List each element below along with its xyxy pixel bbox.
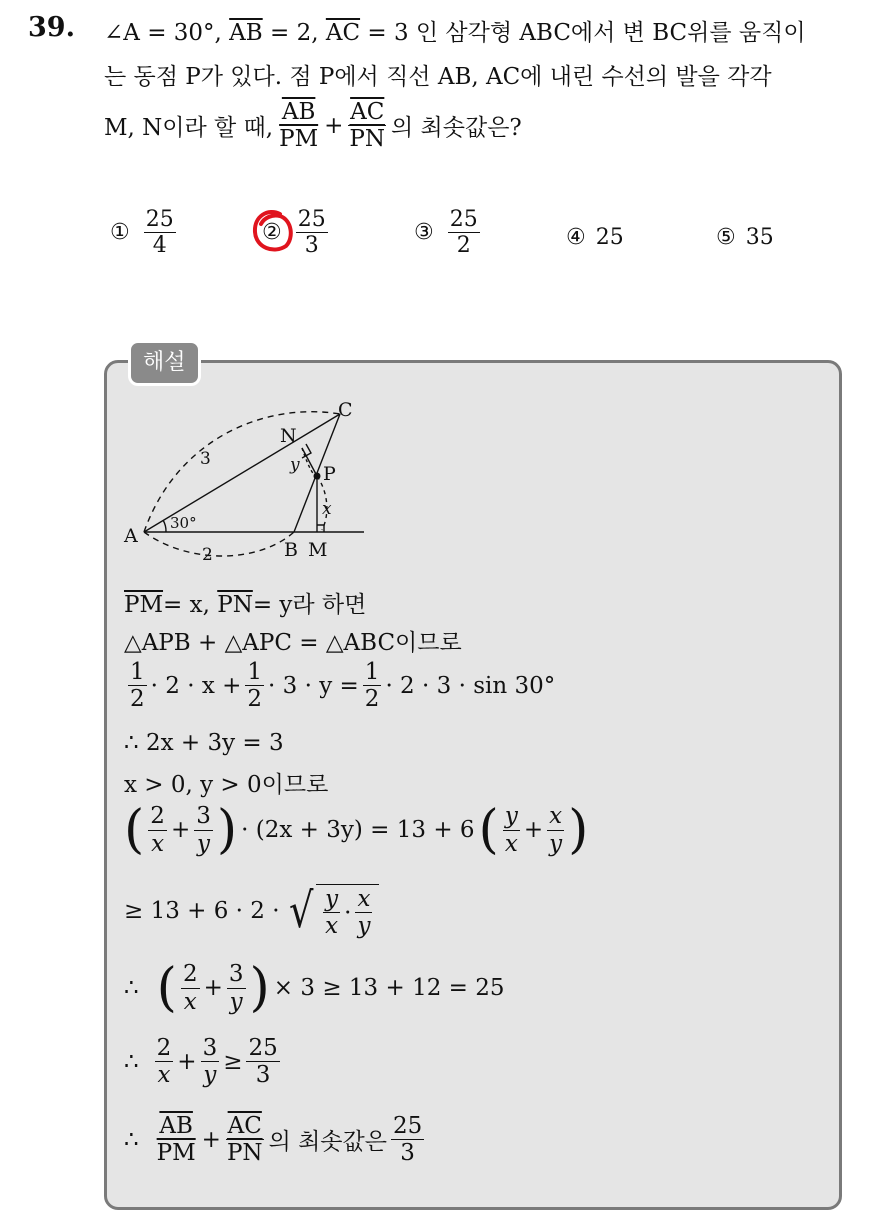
choice-3[interactable]: [414, 208, 484, 257]
sol3-frac-c-num: 1: [364, 659, 380, 685]
sol10-frac-ab-pm: [155, 1114, 198, 1165]
solution-line-1: [124, 586, 366, 619]
sol9-n3: 3: [202, 1035, 218, 1061]
sol10-frac-result: [391, 1114, 424, 1165]
sol10-pm: PM: [156, 1140, 196, 1167]
sol9-frac-result: [246, 1036, 279, 1087]
label-y: y: [290, 455, 300, 475]
choice-2-label: ②: [262, 220, 282, 246]
choice-4-value: 25: [595, 225, 624, 250]
sol3-frac-c-den: 2: [364, 686, 380, 713]
label-side-2: 2: [202, 545, 213, 565]
sol3-part1: · 2 · x +: [150, 672, 242, 699]
sol8-rest: × 3 ≥ 13 + 12 = 25: [273, 975, 505, 1001]
sol9-frac-3y: [201, 1036, 220, 1087]
label-side-3: 3: [200, 449, 211, 469]
solution-line-8: [124, 958, 505, 1018]
sol9-y: y: [203, 1062, 217, 1089]
q3-fraction-ab-pm: [277, 100, 320, 151]
choice-3-den: 2: [456, 233, 471, 259]
sol6-n3: 3: [196, 803, 211, 830]
solution-line-2: △APB + △APC = △ABC이므로: [124, 630, 462, 656]
sol1-eqx: = x,: [163, 592, 218, 618]
sol7-frac-xy: [355, 887, 372, 938]
sol8-rparen: ): [249, 958, 270, 1018]
sol10-frac-ac-pn: [225, 1114, 265, 1165]
sol9-x: x: [157, 1062, 171, 1089]
sol6-frac-yx: [503, 804, 520, 855]
sol6-frac-xy: [547, 804, 564, 855]
solution-tab: 해설: [128, 340, 201, 386]
sol8-frac-2x: [181, 962, 200, 1013]
sol7-radicand: [316, 884, 379, 938]
solution-line-4: ∴ 2x + 3y = 3: [124, 730, 284, 756]
sol3-frac-b-num: 1: [247, 659, 263, 685]
choice-1-num: 25: [145, 207, 174, 232]
sol9-rn: 25: [248, 1035, 278, 1061]
q1-segment-ac: $\overline{AC}$: [325, 20, 361, 46]
sol10-ac: $\overline{AC}$: [227, 1113, 262, 1139]
sol8-x: x: [183, 988, 197, 1015]
sol1-pn: $\overline{PN}$: [217, 592, 253, 618]
sol6-x: x: [151, 830, 165, 857]
q1-part-c: = 3 인 삼각형 ABC에서 변 BC위를 움직이: [360, 20, 806, 46]
sol7-x: x: [325, 913, 339, 940]
label-c: C: [338, 399, 353, 421]
sol8-frac-3y: [227, 962, 246, 1013]
label-angle-30: 30°: [170, 514, 197, 532]
choice-2-fraction: [296, 208, 328, 257]
sol6-mid: · (2x + 3y) = 13 + 6: [241, 817, 475, 843]
solution-line-6: [124, 800, 589, 860]
label-n: N: [280, 425, 297, 447]
sol6-y: y: [197, 830, 211, 857]
sol6-rparen: ): [216, 800, 238, 860]
sol3-frac-a: [128, 660, 147, 711]
sol9-n2: 2: [156, 1035, 172, 1061]
choice-2-den: 3: [304, 233, 319, 259]
choice-5-label: ⑤: [716, 225, 736, 250]
choice-2-label-wrap: [262, 220, 282, 245]
sol9-ge: ≥: [223, 1048, 243, 1075]
sol6-xx: x: [504, 830, 518, 857]
solution-line-10: [124, 1114, 428, 1165]
choice-3-num: 25: [449, 207, 478, 232]
sol10-ab: $\overline{AB}$: [159, 1113, 193, 1139]
sol10-plus: +: [201, 1126, 221, 1153]
sol6-yy: y: [504, 803, 518, 830]
sol6-yy2: y: [549, 830, 563, 857]
point-p-dot: [314, 473, 321, 480]
sol7-x2: x: [357, 886, 371, 912]
label-x: x: [322, 499, 332, 519]
choice-1-label: ①: [110, 220, 130, 246]
selected-circle-mark-icon: [250, 206, 296, 258]
q3-frac1-num: $\overline{AB}$: [281, 99, 316, 125]
sol10-mid: 의 최솟값은: [268, 1129, 387, 1156]
sol3-frac-b: [245, 660, 264, 711]
sol7-pre: ≥ 13 + 6 · 2 ·: [124, 898, 280, 925]
sol10-therefore: ∴: [124, 1126, 139, 1153]
choice-2-num: 25: [297, 207, 326, 232]
q3-prefix: M, N이라 할 때,: [104, 115, 274, 142]
question-line-2: 는 동점 P가 있다. 점 P에서 직선 AB, AC에 내린 수선의 발을 각각: [104, 64, 772, 90]
sol6-lparen2: (: [478, 800, 499, 860]
sol7-sqrt: [286, 884, 380, 938]
sol9-therefore: ∴: [124, 1048, 139, 1075]
sol1-eqy: = y라 하면: [252, 592, 367, 618]
choice-4[interactable]: [566, 225, 624, 250]
sol9-frac-2x: [155, 1036, 174, 1087]
q3-fraction-ac-pn: [347, 100, 387, 151]
sol8-therefore: ∴: [124, 975, 139, 1001]
sol10-pn: PN: [226, 1140, 263, 1167]
sol3-frac-c: [363, 660, 382, 711]
solution-line-5: x > 0, y > 0이므로: [124, 772, 329, 798]
choice-1-den: 4: [152, 233, 167, 259]
choice-1[interactable]: [110, 208, 180, 257]
choice-3-fraction: [448, 208, 480, 257]
q3-frac2-num: $\overline{AC}$: [350, 99, 385, 125]
sol10-rd: 3: [400, 1140, 415, 1167]
sol3-part2: · 3 · y =: [268, 672, 359, 699]
label-m: M: [308, 539, 328, 561]
q3-frac1-den: PM: [279, 126, 319, 153]
q3-suffix: 의 최솟값은?: [391, 115, 522, 142]
solution-line-9: [124, 1036, 284, 1087]
sol3-part3: · 2 · 3 · sin 30°: [385, 672, 556, 699]
sol10-rn: 25: [392, 1113, 423, 1139]
sol6-frac-3y: [194, 804, 213, 855]
sol6-n2: 2: [150, 803, 165, 830]
sol6-xx2: x: [549, 803, 563, 830]
question-number: 39.: [28, 12, 75, 43]
sol6-rparen2: ): [568, 800, 589, 860]
sol3-frac-a-den: 2: [130, 686, 145, 713]
sol7-y: y: [325, 886, 339, 912]
sol8-n2: 2: [182, 961, 198, 988]
sol7-y2: y: [357, 913, 371, 940]
choice-1-fraction: [144, 208, 176, 257]
choice-3-label: ③: [414, 220, 434, 246]
sol7-dot: ·: [344, 899, 352, 926]
sol9-rd: 3: [255, 1062, 271, 1089]
question-line-1: [104, 14, 806, 47]
sol8-lparen: (: [156, 958, 177, 1018]
sol1-pm: $\overline{PM}$: [124, 592, 164, 618]
label-a: A: [124, 525, 138, 547]
sol7-frac-yx: [323, 887, 340, 938]
sol6-plus2: +: [523, 817, 544, 843]
q1-part-b: = 2,: [262, 20, 326, 46]
choice-5[interactable]: [716, 225, 774, 250]
sol6-plus: +: [170, 817, 191, 843]
q3-frac2-den: PN: [349, 126, 386, 153]
sol3-frac-a-num: 1: [130, 659, 145, 685]
solution-line-7: [124, 884, 379, 938]
q1-part-a: ∠A = 30°,: [104, 20, 230, 46]
label-b: B: [284, 539, 298, 561]
sol3-frac-b-den: 2: [247, 686, 263, 713]
q1-segment-ab: $\overline{AB}$: [229, 20, 263, 46]
question-line-3: [104, 100, 522, 151]
sqrt-icon: √: [288, 883, 314, 940]
solution-line-3: [124, 660, 555, 711]
triangle-figure: [118, 396, 378, 566]
sol6-lparen: (: [124, 800, 145, 860]
sol8-plus: +: [203, 975, 223, 1001]
choice-5-value: 35: [745, 225, 774, 250]
sol8-n3: 3: [228, 961, 244, 988]
sol9-plus: +: [177, 1048, 197, 1075]
label-p: P: [323, 463, 336, 485]
sol6-frac-2x: [148, 804, 167, 855]
choice-2[interactable]: [262, 208, 332, 257]
sol8-y: y: [229, 988, 243, 1015]
q3-plus: +: [324, 112, 344, 139]
choice-4-label: ④: [566, 225, 586, 250]
